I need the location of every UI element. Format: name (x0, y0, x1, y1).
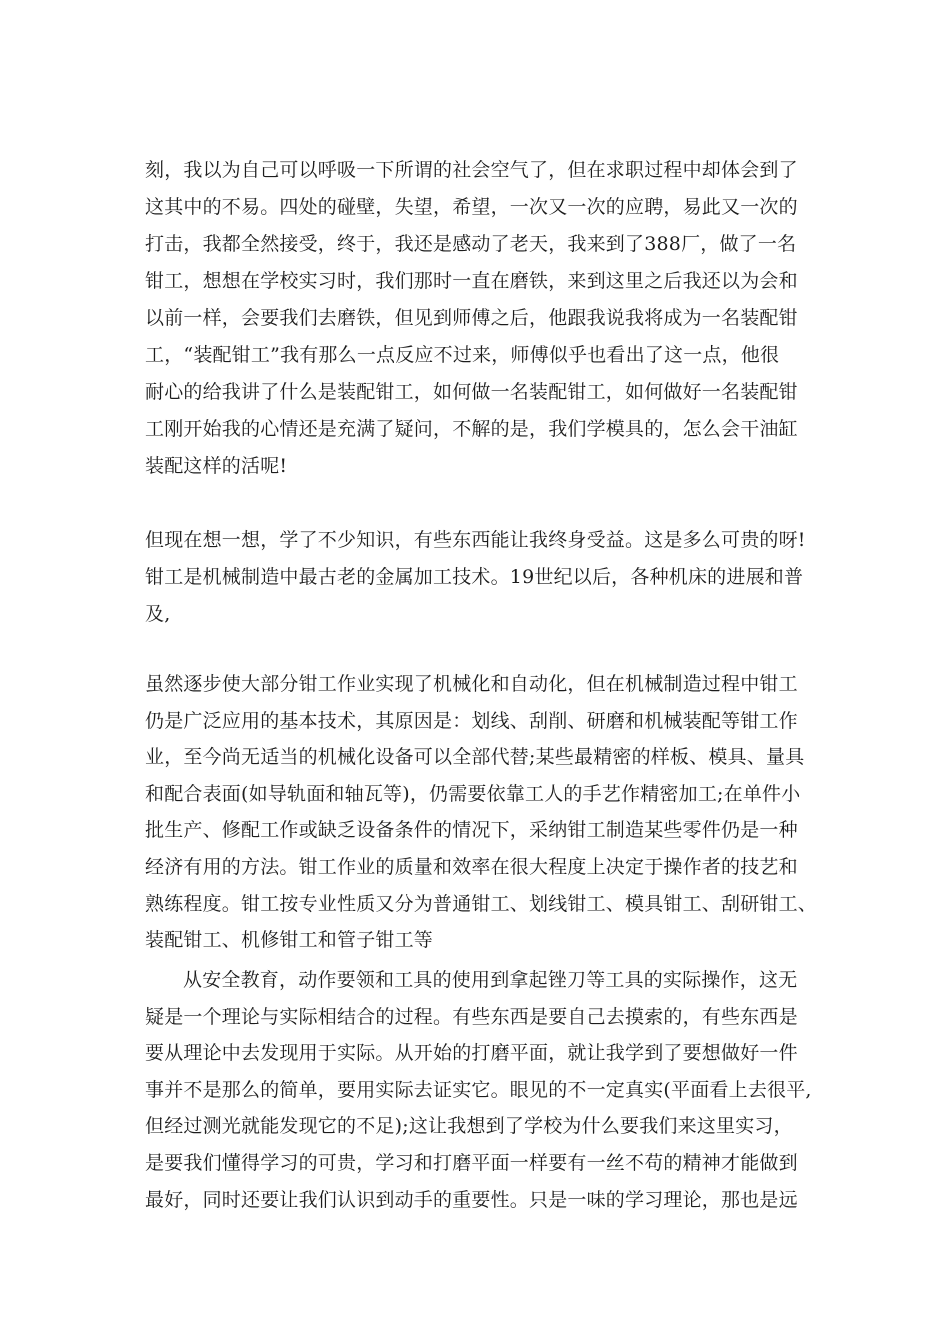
text-line: 钳工是机械制造中最古老的金属加工技术。19世纪以后，各种机床的进展和普 (145, 566, 804, 588)
text-line: 和配合表面(如导轨面和轴瓦等)，仍需要依靠工人的手艺作精密加工;在单件小 (145, 782, 801, 805)
text-line: 最好，同时还要让我们认识到动手的重要性。只是一味的学习理论，那也是远 (145, 1188, 798, 1211)
text-line: 事并不是那么的简单，要用实际去证实它。眼见的不一定真实(平面看上去很平, (145, 1078, 812, 1101)
text-line: 这其中的不易。四处的碰壁，失望，希望，一次又一次的应聘，易此又一次的 (145, 196, 798, 218)
text-line: 批生产、修配工作或缺乏设备条件的情况下，采纳钳工制造某些零件仍是一种 (145, 819, 798, 842)
text-line: 工刚开始我的心情还是充满了疑问，不解的是，我们学模具的，怎么会干油缸 (145, 418, 798, 440)
text-line: 仍是广泛应用的基本技术，其原因是：划线、刮削、研磨和机械装配等钳工作 (145, 709, 798, 732)
text-line: 以前一样，会要我们去磨铁，但见到师傅之后，他跟我说我将成为一名装配钳 (145, 307, 798, 329)
text-line: 要从理论中去发现用于实际。从开始的打磨平面，就让我学到了要想做好一件 (145, 1042, 798, 1065)
paragraph-3 (145, 666, 825, 959)
text-line: 装配钳工、机修钳工和管子钳工等 (145, 929, 434, 952)
paragraph-4 (145, 962, 825, 1218)
text-line: 装配这样的活呢! (145, 455, 288, 477)
text-line: 耐心的给我讲了什么是装配钳工，如何做一名装配钳工，如何做好一名装配钳 (145, 381, 798, 403)
text-line: 打击，我都全然接受，终于，我还是感动了老天，我来到了388厂，做了一名 (145, 233, 797, 255)
text-line: 但现在想一想，学了不少知识，有些东西能让我终身受益。这是多么可贵的呀! (145, 529, 806, 551)
paragraph-1 (145, 152, 825, 485)
text-line: 业，至今尚无适当的机械化设备可以全部代替;某些最精密的样板、模具、量具 (145, 746, 805, 769)
text-line: 钳工，想想在学校实习时，我们那时一直在磨铁，来到这里之后我还以为会和 (145, 270, 798, 292)
text-line: 但经过测光就能发现它的不足);这让我想到了学校为什么要我们来这里实习， (145, 1115, 793, 1138)
text-line: 经济有用的方法。钳工作业的质量和效率在很大程度上决定于操作者的技艺和 (145, 855, 798, 878)
text-line: 是要我们懂得学习的可贵，学习和打磨平面一样要有一丝不苟的精神才能做到 (145, 1151, 798, 1174)
text-line: 刻，我以为自己可以呼吸一下所谓的社会空气了，但在求职过程中却体会到了 (145, 159, 798, 181)
text-line: 工，“装配钳工”我有那么一点反应不过来，师傅似乎也看出了这一点，他很 (145, 344, 780, 366)
text-line: 熟练程度。钳工按专业性质又分为普通钳工、划线钳工、模具钳工、刮研钳工、 (145, 892, 818, 915)
text-line: 虽然逐步使大部分钳工作业实现了机械化和自动化，但在机械制造过程中钳工 (145, 673, 798, 695)
text-line: 及, (145, 603, 171, 625)
text-line: 从安全教育，动作要领和工具的使用到拿起锉刀等工具的实际操作，这无 (183, 969, 798, 991)
text-line: 疑是一个理论与实际相结合的过程。有些东西是要自己去摸索的，有些东西是 (145, 1005, 798, 1028)
paragraph-2 (145, 522, 825, 633)
